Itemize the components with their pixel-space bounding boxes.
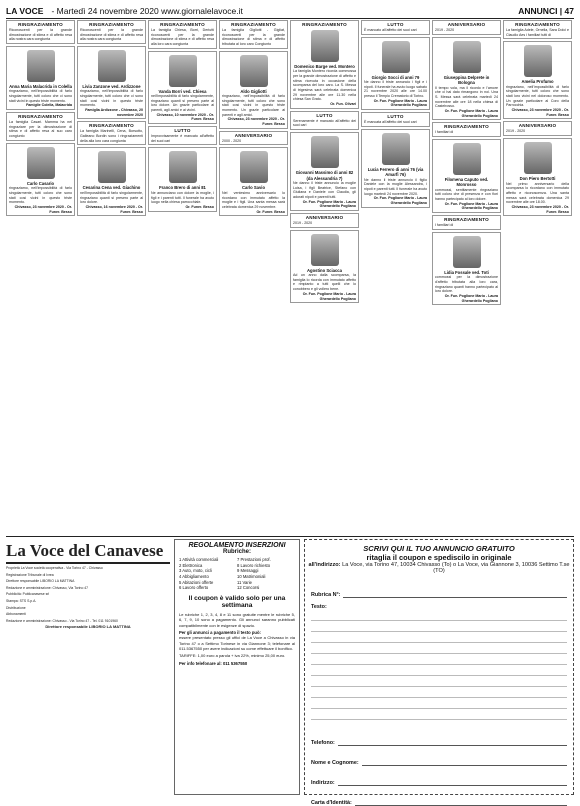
notice-box xyxy=(432,215,501,230)
column xyxy=(432,20,501,532)
notice-box xyxy=(503,20,572,39)
deceased-name: Carlo Savio xyxy=(241,185,266,191)
notice-signature: Chivasso, 10 novembre 2020 - Or. Funer. Besso xyxy=(156,112,214,122)
indirizzo-field[interactable] xyxy=(305,766,573,786)
publisher-line: Pubblicità: Publicanavese srl xyxy=(6,592,50,597)
notice-text: La famiglia Casari. Mamma ha nel ringraziare per la dimostrazione di stima e di affetto resa al suo caro congiunto xyxy=(9,120,72,139)
notice-box xyxy=(148,126,217,145)
notice-text: Il tempo vola, ma il ricordo e l'amore che ci hai dato rimangono in noi. Una S. Messa sarà celebrata martedì 24 novembre alle ore 18 nella chiesa di Castelrosso. xyxy=(435,85,498,109)
notice-type: ANNIVERSARIO xyxy=(234,132,273,138)
notice-text: I familiari di xyxy=(435,223,454,228)
notice-signature: Or. Fun. Poglione Mario - Laura Gherardello Pogliano xyxy=(444,293,498,303)
notice-box xyxy=(432,37,501,121)
deceased-photo xyxy=(453,236,481,268)
notice-signature: Chivasso, 23 novembre 2020 - Or. Funer. Besso xyxy=(511,204,569,214)
notice-box xyxy=(503,41,572,119)
deceased-photo xyxy=(98,151,126,183)
regolamento-text-1: Le rubriche 1, 2, 3, 4, 8 e 11 sono gratuite mentre le rubriche 5, 6, 7, 9, 10 sono a pagamento. Gli annunci saranno pubblicati compatibilmente con le esigenze di spazio. xyxy=(179,612,295,628)
notice-text: ringraziano, nell'impossibilità di farlo singolarmente, tutti coloro che sono stati loro vicini nel doloroso momento. Un grazie particolare al Coro della Parrocchia. xyxy=(506,84,569,108)
column xyxy=(290,20,359,532)
notice-box xyxy=(77,20,146,44)
notice-box xyxy=(503,138,572,216)
notice-text: 2000 - 2020 xyxy=(222,138,242,143)
deceased-name: Giovanni Massimo di anni 82 (da Alessandria 7) xyxy=(295,170,354,181)
notice-text: ringraziamo, nell'impossibilità di farlo singolarmente, tutti coloro che sono stati così vicini in questo triste momento. xyxy=(9,186,72,205)
notice-text: I familiari di xyxy=(435,130,454,135)
publisher-line: Distribuzione xyxy=(6,605,26,610)
publisher-line: Redazione e amministrazione: Chivasso - Via Torino 47 - Tel. 011 9101960 xyxy=(6,618,118,623)
issue-date-url: - Martedì 24 novembre 2020 www.giornalelavoce.it xyxy=(51,6,243,16)
notice-signature: Chivasso, 23 novembre 2020 - Or. Funer. Besso xyxy=(227,117,285,127)
publisher-logo: La Voce del Canavese xyxy=(6,539,170,564)
notice-box xyxy=(361,129,430,208)
column xyxy=(361,20,430,532)
deceased-name: Carlo Casario xyxy=(26,180,55,186)
telefono-line[interactable] xyxy=(338,738,567,746)
notice-box xyxy=(290,213,359,228)
deceased-photo xyxy=(524,45,552,77)
carta-line[interactable] xyxy=(355,798,567,806)
column xyxy=(6,20,75,532)
notice-signature: Or. Fun. Poglione Mario - Laura Gherardello Pogliano xyxy=(373,98,427,108)
coupon-title: SCRIVI QUI IL TUO ANNUNCIO GRATUITO xyxy=(363,544,515,553)
coupon-form xyxy=(304,539,574,806)
telefono-field[interactable] xyxy=(305,726,573,746)
deceased-name: Cesarina Cena ved. Giachino xyxy=(82,185,141,191)
publisher-details xyxy=(6,566,170,630)
notice-text: ringraziano, nell'impossibilità di farlo singolarmente, tutti coloro che sono stati così vicini in questo triste momento. Un grazie particolare ai parenti e agli amici. xyxy=(222,94,285,117)
rubrica-item: 7 Prestazioni prof. xyxy=(237,557,271,562)
deceased-photo xyxy=(27,50,55,82)
notice-text: 2019 - 2020 xyxy=(435,27,455,32)
notice-box xyxy=(432,232,501,305)
regolamento-info-phone: Per info telefonare al: 011 5367550 xyxy=(179,660,248,666)
notice-box xyxy=(148,147,217,211)
rubrica-item: 1 Attività commerciali xyxy=(179,557,219,562)
coupon-address-label: all'indirizzo: xyxy=(308,562,341,568)
rubrica-item: 12 Concorsi xyxy=(237,585,260,591)
deceased-photo xyxy=(453,143,481,175)
nome-line[interactable] xyxy=(362,758,567,766)
bottom-section xyxy=(6,536,574,806)
notice-type: RINGRAZIAMENTO xyxy=(18,22,63,27)
deceased-name: Lidia Fossale ved. Toti xyxy=(444,269,489,275)
notice-box xyxy=(77,121,146,145)
coupon-validity: Il coupon è valido solo per una settimana xyxy=(188,595,286,610)
testo-label-row xyxy=(305,598,573,610)
rubrica-field[interactable] xyxy=(305,578,573,598)
notice-signature: Chivasso, 16 novembre 2020 - Or. Funer. Besso xyxy=(85,204,143,214)
deceased-photo xyxy=(311,136,339,168)
notice-text: La famiglia Marinelli, Cena, Borsotto, Galleano Bordin sono i ringraziamenti della alla loro cara congiunta xyxy=(80,129,143,143)
deceased-name: Lucia Ferrero di anni 76 (via Amarfi 76) xyxy=(367,166,424,178)
rubriche-list xyxy=(179,557,295,591)
notice-box xyxy=(219,131,288,146)
notice-type: RINGRAZIAMENTO xyxy=(302,22,347,27)
notice-text: nell'impossibilità di farlo singolarmente, ringraziano quanti si presero parte al loro dolore. Un grazie particolare ai parenti, agli amici e ai vicini. xyxy=(151,94,214,113)
rubrica-item: 9 Messaggi xyxy=(237,568,259,574)
notice-type: ANNIVERSARIO xyxy=(518,123,557,129)
notice-box xyxy=(290,20,359,109)
notice-box xyxy=(6,46,75,110)
notice-box xyxy=(361,112,430,127)
indirizzo-label: Indirizzo: xyxy=(311,780,335,786)
notice-type: RINGRAZIAMENTO xyxy=(515,22,560,27)
notice-text: commossi, sentitamente ringraziano tutti coloro che di presenza e con fiori hanno partecipato al loro dolore. xyxy=(435,187,498,202)
deceased-name: Don Piero Bertotti xyxy=(519,176,556,182)
notice-text: La famiglia Montero ricorda commossa per la grande dimostrazione di affetto e stima ricevuta in occasione della scomparsa del loro caro. La S. Messa di trigesima sarà celebrata domenica 29 novembre alle ore 11.30 nella chiesa San Grato. xyxy=(293,69,356,102)
notice-text: Ne danno il triste annuncio il figlio Daniele con la moglie Alessandra, i nipoti e parenti tutti. Il funerale ha avuto luogo martedì 24 novembre 2020. xyxy=(364,177,427,196)
carta-label: Carta d'Identità: xyxy=(311,800,352,806)
rubrica-item: 5 Abitazioni offerte xyxy=(179,579,214,585)
notice-type: RINGRAZIAMENTO xyxy=(18,114,63,120)
rubrica-item: 10 Matrimoniali xyxy=(237,574,266,580)
indirizzo-line[interactable] xyxy=(338,778,567,786)
coupon-instruction: ritaglia il coupon e spediscilo in originale xyxy=(366,553,512,562)
notice-box xyxy=(432,139,501,213)
page-header xyxy=(6,4,574,19)
deceased-photo xyxy=(240,55,268,87)
rubrica-line[interactable] xyxy=(343,590,567,598)
rubrica-item: 6 Lavoro offerto xyxy=(179,585,209,591)
notice-signature: Or. Fun. Poglione Mario - Laura Gherardello Pogliano xyxy=(444,201,498,211)
rubrica-item: 8 Lavoro richiesto xyxy=(237,562,271,568)
notice-text: Ne annunciano con dolore la moglie, i figli e i parenti tutti. Il funerale ha avuto luogo nella chiesa parrocchiale. xyxy=(151,190,214,205)
notice-signature: Or. Fun. Poglione Mario - Laura Gherardello Pogliano xyxy=(373,196,427,206)
notice-box xyxy=(290,111,359,130)
notice-type: RINGRAZIAMENTO xyxy=(444,124,489,130)
notice-type: RINGRAZIAMENTO xyxy=(89,123,134,129)
deceased-photo xyxy=(169,151,197,183)
deceased-name: Giorgio Socci di anni 79 xyxy=(371,74,420,80)
rubrica-item: 4 Abbigliamento xyxy=(179,574,209,580)
deceased-name: Amelia Profumo xyxy=(521,79,554,85)
notice-text: commossi per la dimostrazione d'affetto tributata alla loro cara, ringraziano quanti hanno partecipato al loro dolore. xyxy=(435,275,498,294)
deceased-name: Anna Maria Malacrida in Colella xyxy=(9,83,72,89)
notice-signature: Or. Funer. Besso xyxy=(185,204,214,209)
notice-type: ANNIVERSARIO xyxy=(305,215,344,221)
rubriche-subtitle: Rubriche: xyxy=(222,549,251,555)
notice-box xyxy=(6,20,75,44)
notice-text: Nel primo anniversario della scomparsa lo ricordano con immutato affetto e riconoscenza. Una santa messa sarà celebrata domenica 29 novembre alle ore 18.00. xyxy=(506,181,569,205)
notice-box xyxy=(6,143,75,216)
deceased-photo xyxy=(27,147,55,179)
regolamento-text-2: essere presentato presso gli uffici de La Voce a Chivasso in via Torino 47 o a Settimo Torinese in via Giannone 3; telefonare al 011.5367550 per avere indicazioni su come effettuare il bonifico. xyxy=(179,635,295,651)
deceased-name: Filomena Caputo ved. Monrosso xyxy=(444,176,489,188)
notice-box xyxy=(219,20,288,49)
deceased-photo xyxy=(311,234,339,266)
notice-box xyxy=(6,112,75,141)
coupon-address xyxy=(305,562,573,574)
notice-box xyxy=(361,37,430,110)
publisher-line: Redazione e amministrazione: Chivasso, Via Torino 47 xyxy=(6,585,89,590)
notice-box xyxy=(219,147,288,216)
regolamento-bold-1: Per gli annunci a pagamento il testo può: xyxy=(179,630,261,636)
notice-box xyxy=(148,51,217,124)
notice-signature: Or. Fun. Poglione Mario - Laura Gherardello Pogliano xyxy=(302,199,356,209)
column xyxy=(503,20,572,532)
deceased-photo xyxy=(382,133,410,165)
testo-area[interactable] xyxy=(311,610,567,726)
notice-text: 2019 - 2020 xyxy=(506,129,526,134)
obituary-grid xyxy=(6,20,574,532)
publisher-info xyxy=(6,539,170,797)
notice-type: RINGRAZIAMENTO xyxy=(160,22,205,27)
deceased-name: Aldo Gigliotti xyxy=(240,88,267,94)
notice-box xyxy=(290,230,359,303)
column xyxy=(148,20,217,532)
notice-signature: Chivasso, 23 novembre 2020 - Or. Funer. Besso xyxy=(511,108,569,117)
section-page-number: ANNUNCI | 47 xyxy=(518,6,574,16)
notice-text: nell'impossibilità di farlo singolarmente, ringraziano quanti si presero parte al loro dolore. xyxy=(80,190,143,205)
deceased-name: Giuseppina Delprete in Bologna xyxy=(443,74,490,86)
notice-box xyxy=(148,20,217,49)
deceased-name: Domenico Barge ved. Montero xyxy=(294,63,355,69)
notice-box xyxy=(77,46,146,119)
notice-signature: Or. Fun. Poglione Mario - Laura Gherardello Pogliano xyxy=(444,108,498,118)
notice-text: Riconoscenti per la grande dimostrazione di stima e di affetto resa alla nostra cara congiunta xyxy=(9,27,72,42)
deceased-name: Vanda Borri ved. Chiesa xyxy=(158,88,207,94)
rubrica-label: Rubrica N°: xyxy=(311,592,341,598)
notice-signature: Or. Fun. Poglione Mario - Laura Gherardello Pogliano xyxy=(302,291,356,301)
notice-type: LUTTO xyxy=(316,112,333,118)
notice-signature: Chivasso, 23 novembre 2020 - Or. Funer. Besso xyxy=(14,204,72,214)
column xyxy=(77,20,146,532)
notice-text: Nel ventesimo anniversario lo ricordano con immutato affetto la moglie e i figli. Una santa messa sarà celebrata domenica 29 novembre. xyxy=(222,190,285,209)
notice-signature: Or. Funer. Besso xyxy=(256,209,285,214)
notice-signature: Or. Fun. Olivari xyxy=(330,102,356,107)
deceased-photo xyxy=(169,55,197,87)
notice-box xyxy=(432,122,501,137)
deceased-photo xyxy=(453,41,481,73)
publisher-line: Proprietà La Voce società cooperativa - Via Torino 47 - Chivasso xyxy=(6,566,103,570)
notice-text: La famiglia Gigliotti - Gigliat, riconoscenti per la grande dimostrazione di stima e di affetto tributata al loro caro Congiunto xyxy=(222,27,285,46)
publisher-line: Abbonamenti xyxy=(6,612,26,617)
deceased-photo xyxy=(240,151,268,183)
rubrica-item: 2 Elettronica xyxy=(179,562,203,568)
publisher-line: Stampa: STS S.p.A. xyxy=(6,598,37,603)
deceased-photo xyxy=(524,142,552,174)
notice-type: LUTTO xyxy=(387,114,404,120)
newspaper-name: LA VOCE xyxy=(6,6,44,16)
notice-text: La famiglia Chiesa, Borri, Deriutti riconoscenti per la grande dimostrazione di stima e di affetto resa alla loro cara congiunta xyxy=(151,27,214,46)
notice-text: Serenamente è mancato all'affetto dei suoi cari xyxy=(293,118,356,128)
notice-signature: Famiglia Ardizzone - Chivasso, 20 novembre 2020 xyxy=(85,108,143,117)
notice-box xyxy=(219,51,288,129)
notice-text: Ne danno il triste annuncio la moglie Luisa, i figli Beatrice, Stefano con Giuliana e Daniele con Claudia, gli adorati nipoti e parenti tutti. xyxy=(293,181,356,200)
notice-text: La famiglia Adele, Ornella, Sara Dolci e Claudio Aes i familiari tutti di xyxy=(506,27,569,37)
notice-text: ringraziamo, nell'impossibilità di farlo singolarmente, tutti coloro che ci sono stati così vicini in questo triste momento. xyxy=(80,89,143,108)
notice-text: Riconoscenti per la grande dimostrazione di stima e di affetto resa alla nostra cara congiunta xyxy=(80,27,143,42)
deceased-photo xyxy=(311,30,339,62)
notice-text: È mancata all'affetto dei suoi cari xyxy=(364,120,417,125)
notice-text: 2019 - 2020 xyxy=(293,221,313,226)
notice-signature: Famiglie Colella, Malacrida xyxy=(26,103,72,108)
notice-box xyxy=(361,20,430,35)
notice-text: È mancato all'affetto dei suoi cari xyxy=(364,27,417,32)
notice-text: Improvvisamente è mancato all'affetto dei suoi cari xyxy=(151,134,214,143)
publisher-line: Registrazione Tribunale di Ivrea xyxy=(6,572,54,577)
regolamento-tariffe: TARIFFE: 1,00 euro a parola + iva 22%, minimo 25,00 euro. xyxy=(179,653,286,659)
rubrica-item: 11 Varie xyxy=(237,579,252,585)
notice-box xyxy=(77,147,146,216)
coupon-address-text: La Voce, via Torino 47, 10034 Chivasso (To) o La Voce, via Giannone 3, 10036 Settimo T.se (TO) xyxy=(342,562,570,574)
notice-type: RINGRAZIAMENTO xyxy=(89,22,134,27)
rubriche-col-1 xyxy=(179,557,237,591)
publisher-director: Direttore responsabile LIBORIO LA MATTINA xyxy=(45,624,131,630)
notice-type: ANNIVERSARIO xyxy=(447,22,486,27)
notice-type: LUTTO xyxy=(387,22,404,27)
notice-text: Ne danno il triste annuncio i figli e i nipoti. Il funerale ha avuto luogo sabato 21 novembre 2020 alle ore 14.00 presso il Tempio Crematorio di Torino. xyxy=(364,80,427,99)
notice-type: RINGRAZIAMENTO xyxy=(444,217,489,223)
regolamento-title: REGOLAMENTO INSERZIONI xyxy=(188,542,286,549)
notice-box xyxy=(503,121,572,136)
notice-box xyxy=(290,132,359,211)
nome-field[interactable] xyxy=(305,746,573,766)
publisher-line: Direttore responsabile LIBORIO LA MATTINA xyxy=(6,579,75,584)
deceased-photo xyxy=(382,41,410,73)
deceased-name: Agostino Sciacca xyxy=(307,267,342,273)
notice-box xyxy=(432,20,501,35)
regolamento-box xyxy=(174,539,300,795)
notice-text: ringraziamo, nell'impossibilità di farlo singolarmente, tutti coloro che ci sono stati vicini in questo triste momento. xyxy=(9,89,72,103)
deceased-name: Livia Zanzone ved. Ardizzone xyxy=(82,83,141,89)
testo-label: Testo: xyxy=(311,604,327,610)
nome-label: Nome e Cognome: xyxy=(311,760,359,766)
carta-field[interactable] xyxy=(305,786,573,806)
telefono-label: Telefono: xyxy=(311,740,335,746)
notice-text: Ad un anno dalla scomparsa, la famiglia lo ricorda con immutato affetto e rimpianto a tutti quelli che lo conobbero e gli vollero bene. xyxy=(293,273,356,292)
rubrica-item: 3 Auto, moto, cicli xyxy=(179,568,212,574)
notice-type: LUTTO xyxy=(174,128,191,134)
deceased-photo xyxy=(98,50,126,82)
notice-type: RINGRAZIAMENTO xyxy=(231,22,276,27)
rubriche-col-2 xyxy=(237,557,295,591)
deceased-name: Franco Brero di anni 81 xyxy=(159,185,206,191)
column xyxy=(219,20,288,532)
